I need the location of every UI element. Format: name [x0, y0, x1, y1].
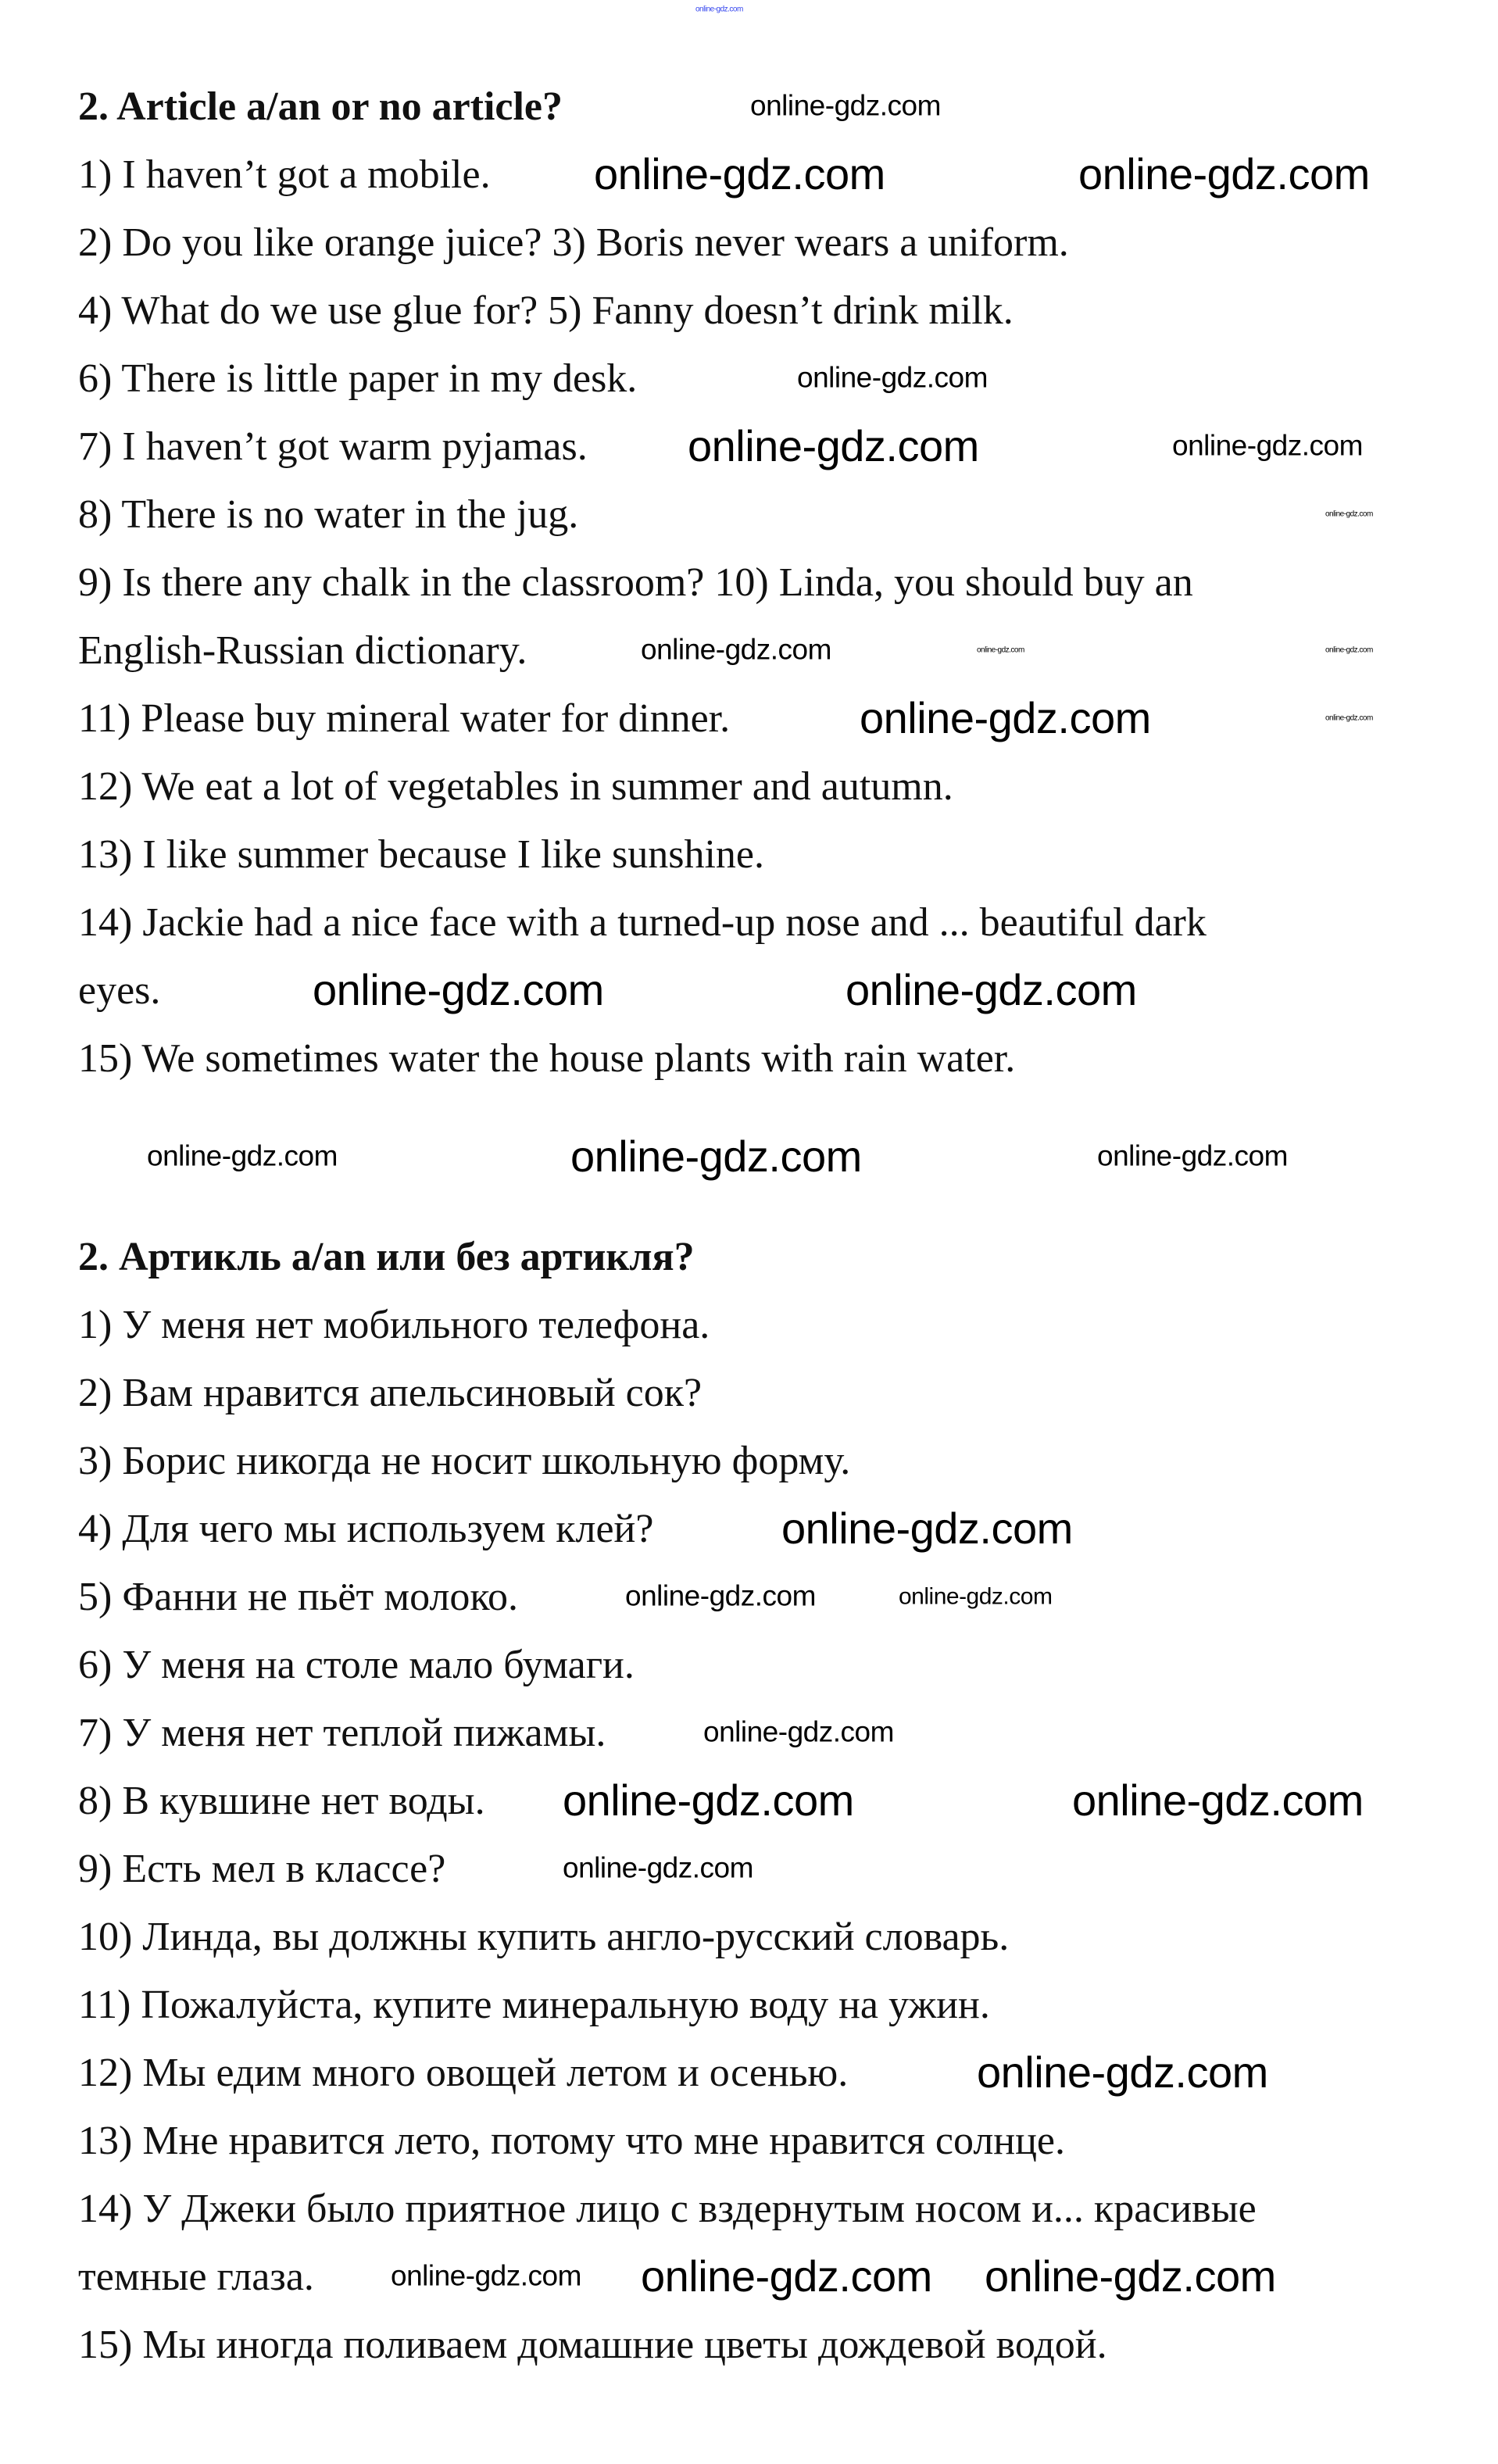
translation-line: 11) Пожалуйста, купите минеральную воду на ужин.	[78, 1983, 990, 2027]
watermark: online-gdz.com	[695, 5, 743, 14]
exercise-line: 2) Do you like orange juice? 3) Boris never wears a uniform.	[78, 220, 1069, 265]
translation-line: темные глаза.	[78, 2255, 314, 2299]
translation-line: 13) Мне нравится лето, потому что мне нравится солнце.	[78, 2119, 1066, 2163]
watermark: online-gdz.com	[641, 2251, 932, 2301]
watermark: online-gdz.com	[899, 1583, 1053, 1610]
translation-line: 15) Мы иногда поливаем домашние цветы дождевой водой.	[78, 2323, 1107, 2367]
watermark: online-gdz.com	[1072, 1776, 1364, 1826]
watermark: online-gdz.com	[703, 1715, 894, 1748]
exercise-line: 12) We eat a lot of vegetables in summer and autumn.	[78, 764, 953, 809]
watermark: online-gdz.com	[641, 633, 831, 666]
watermark: online-gdz.com	[563, 1776, 854, 1826]
exercise-line: 4) What do we use glue for? 5) Fanny doesn’t drink milk.	[78, 288, 1014, 333]
translation-line: 12) Мы едим много овощей летом и осенью.	[78, 2051, 849, 2095]
watermark: online-gdz.com	[1097, 1139, 1288, 1172]
translation-line: 9) Есть мел в классе?	[78, 1847, 446, 1891]
translation-line: 14) У Джеки было приятное лицо с вздернутым носом и... красивые	[78, 2187, 1257, 2231]
watermark: online-gdz.com	[688, 421, 979, 471]
exercise-title: 2. Article a/an or no article?	[78, 84, 563, 129]
exercise-line: 6) There is little paper in my desk.	[78, 356, 638, 401]
watermark: online-gdz.com	[391, 2259, 581, 2292]
translation-line: 4) Для чего мы используем клей?	[78, 1507, 654, 1551]
watermark: online-gdz.com	[750, 89, 941, 122]
english-exercise	[78, 73, 1453, 1093]
exercise-line: 13) I like summer because I like sunshine.	[78, 832, 764, 877]
watermark: online-gdz.com	[846, 965, 1137, 1015]
watermark: online-gdz.com	[625, 1579, 816, 1612]
exercise-line: 1) I haven’t got a mobile.	[78, 152, 491, 197]
watermark: online-gdz.com	[1172, 429, 1363, 462]
translation-line: 10) Линда, вы должны купить англо-русский словарь.	[78, 1915, 1010, 1959]
translation-line: 1) У меня нет мобильного телефона.	[78, 1303, 710, 1347]
exercise-line: English-Russian dictionary.	[78, 628, 527, 673]
exercise-line: 14) Jackie had a nice face with a turned-up nose and ... beautiful dark	[78, 900, 1207, 945]
watermark: online-gdz.com	[985, 2251, 1276, 2301]
watermark: online-gdz.com	[977, 2047, 1268, 2097]
watermark: online-gdz.com	[1325, 713, 1373, 723]
exercise-line: 7) I haven’t got warm pyjamas.	[78, 424, 588, 469]
watermark: online-gdz.com	[1078, 149, 1370, 199]
translation-title: 2. Артикль a/an или без артикля?	[78, 1235, 695, 1279]
exercise-line: 9) Is there any chalk in the classroom? 10) Linda, you should buy an	[78, 560, 1193, 605]
translation-line: 3) Борис никогда не носит школьную форму.	[78, 1439, 851, 1483]
translation-line: 7) У меня нет теплой пижамы.	[78, 1711, 606, 1755]
watermark: online-gdz.com	[147, 1139, 338, 1172]
watermark: online-gdz.com	[594, 149, 885, 199]
exercise-line: 15) We sometimes water the house plants with rain water.	[78, 1036, 1016, 1081]
exercise-line: 8) There is no water in the jug.	[78, 492, 579, 537]
translation-line: 5) Фанни не пьёт молоко.	[78, 1575, 519, 1619]
watermark: online-gdz.com	[313, 965, 604, 1015]
watermark: online-gdz.com	[797, 361, 988, 394]
translation-line: 2) Вам нравится апельсиновый сок?	[78, 1371, 703, 1415]
watermark: online-gdz.com	[977, 646, 1024, 655]
exercise-line: eyes.	[78, 968, 161, 1013]
exercise-line: 11) Please buy mineral water for dinner.	[78, 696, 731, 741]
watermark: online-gdz.com	[860, 693, 1151, 743]
watermark: online-gdz.com	[563, 1851, 753, 1884]
translation-line: 6) У меня на столе мало бумаги.	[78, 1643, 635, 1687]
watermark: online-gdz.com	[1325, 510, 1373, 519]
watermark: online-gdz.com	[781, 1504, 1073, 1554]
watermark: online-gdz.com	[1325, 646, 1373, 655]
watermark: online-gdz.com	[570, 1132, 862, 1182]
translation-line: 8) В кувшине нет воды.	[78, 1779, 485, 1823]
